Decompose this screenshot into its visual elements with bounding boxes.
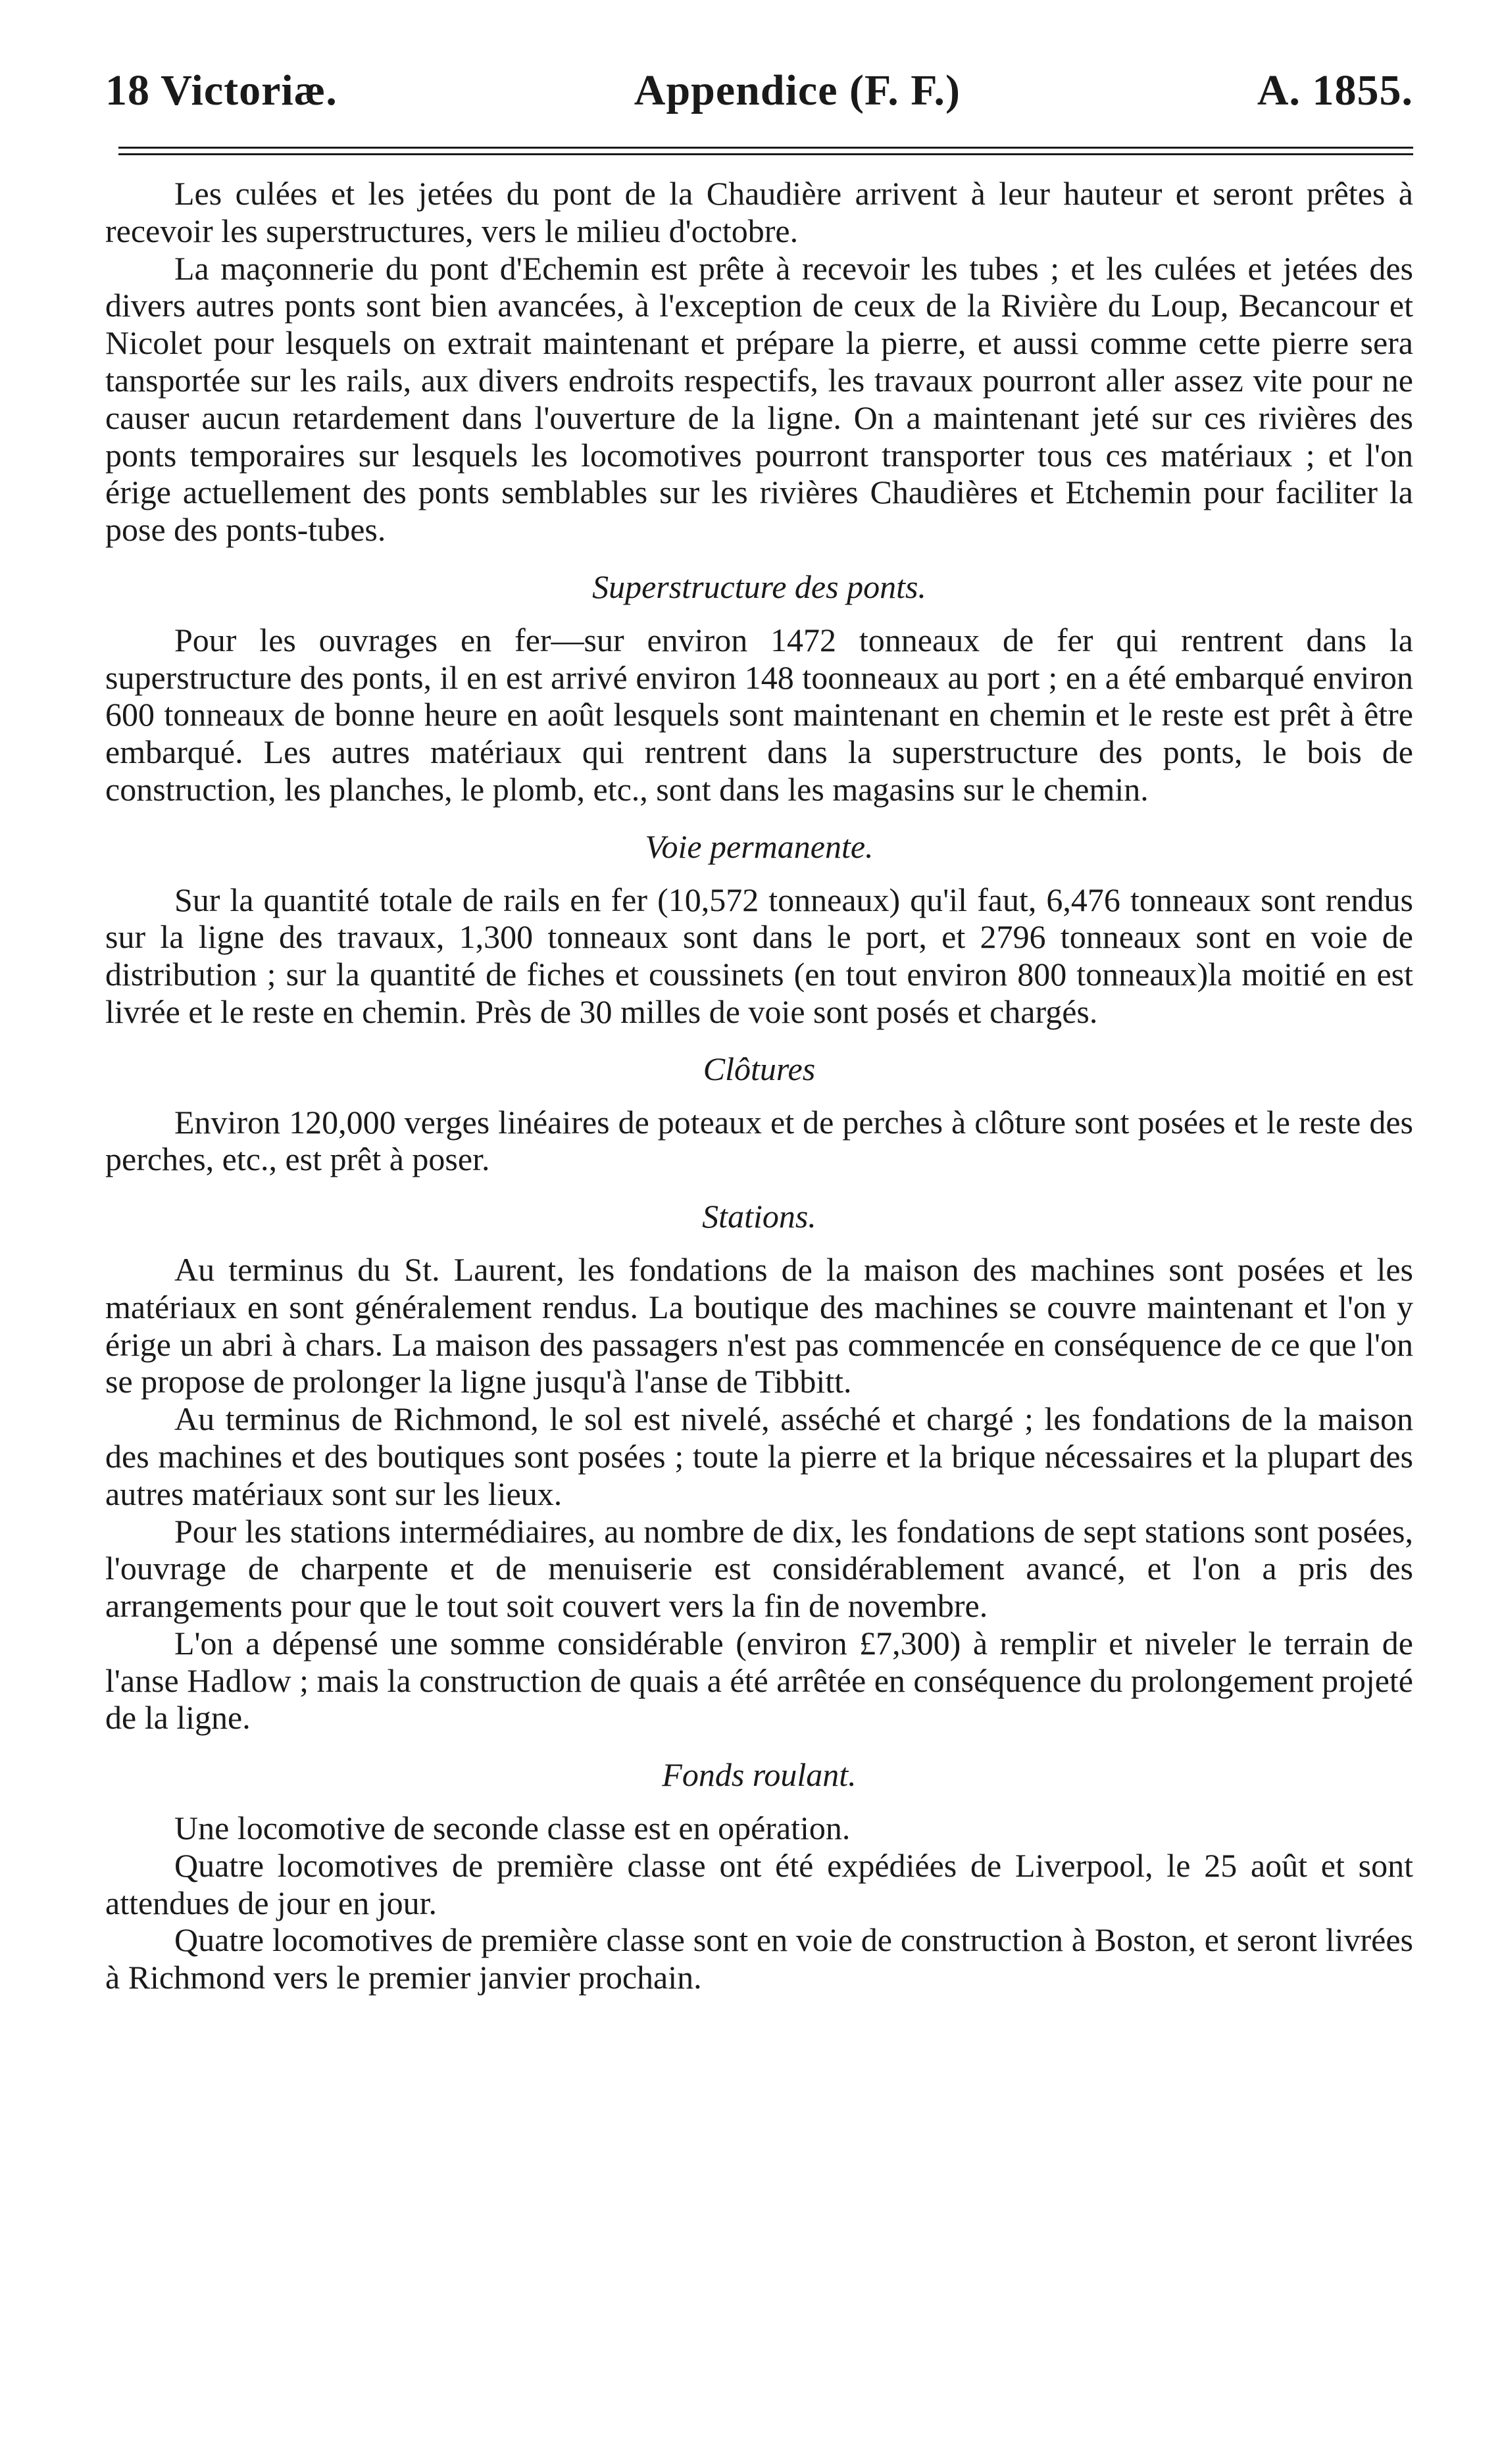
section-heading: Stations. [702, 1198, 816, 1235]
header-rule-bottom [118, 153, 1413, 155]
paragraph: Au terminus du St. Laurent, les fondations de la maison des machines sont posées et les matériaux en sont généralement rendus. La boutique des machines se couvre maintenant et l'on y érige un abri à chars. La maison des passagers n'est pas commencée en conséquence de ce que l'on se propose de prolonger la ligne jusqu'à l'anse de Tibbitt. [105, 1250, 1413, 1400]
paragraph: Les culées et les jetées du pont de la Chaudière arrivent à leur hauteur et seront prêtes à recevoir les superstructures, vers le milieu d'octobre. [105, 175, 1413, 249]
body-text [105, 175, 1413, 1996]
header-appendix: Appendice (F. F.) [634, 66, 961, 114]
section-heading: Clôtures [703, 1050, 816, 1087]
paragraph: La maçonnerie du pont d'Echemin est prête à recevoir les tubes ; et les culées et jetées des divers autres ponts sont bien avancées, à l'exception de ceux de la Rivière du Loup, Becancour et Nicolet pour lesquels on extrait maintenant et prépare la pierre, et aussi comme cette pierre sera tansportée sur les rails, aux divers endroits respectifs, les travaux pourront aller assez vite pour ne causer aucun retardement dans l'ouverture de la ligne. On a maintenant jeté sur ces rivières des ponts temporaires sur lesquels les locomotives pourront transporter tous ces matériaux ; et l'on érige actuellement des ponts semblables sur les rivières Chaudières et Etchemin pour faciliter la pose des ponts-tubes. [105, 249, 1413, 549]
section-heading: Voie permanente. [645, 827, 874, 865]
paragraph: Sur la quantité totale de rails en fer (10,572 tonneaux) qu'il faut, 6,476 tonneaux sont rendus sur la ligne des travaux, 1,300 tonneaux sont dans le port, et 2796 tonneaux sont en voie de distribution ; sur la quantité de fiches et coussinets (en tout environ 800 tonneaux)la moitié en est livrée et le reste en chemin. Près de 30 milles de voie sont posés et chargés. [105, 881, 1413, 1030]
paragraph: Environ 120,000 verges linéaires de poteaux et de perches à clôture sont posées et le reste des perches, etc., est prêt à poser. [105, 1103, 1413, 1178]
paragraph: Quatre locomotives de première classe sont en voie de construction à Boston, et seront livrées à Richmond vers le premier janvier prochain. [105, 1921, 1413, 1996]
running-head [105, 66, 1413, 128]
paragraph: Quatre locomotives de première classe ont été expédiées de Liverpool, le 25 août et sont attendues de jour en jour. [105, 1846, 1413, 1921]
paragraph: Une locomotive de seconde classe est en opération. [174, 1810, 851, 1847]
section-heading: Superstructure des ponts. [592, 568, 926, 605]
paragraph: Pour les ouvrages en fer—sur environ 1472 tonneaux de fer qui rentrent dans la superstructure des ponts, il en est arrivé environ 148 toonneaux au port ; en a été embarqué environ 600 tonneaux de bonne heure en août lesquels sont maintenant en chemin et le reste est prêt à être embarqué. Les autres matériaux qui rentrent dans la superstructure des ponts, le bois de construction, les planches, le plomb, etc., sont dans les magasins sur le chemin. [105, 621, 1413, 808]
paragraph: Au terminus de Richmond, le sol est nivelé, asséché et chargé ; les fondations de la maison des machines et des boutiques sont posées ; toute la pierre et la brique nécessaires et la plupart des autres matériaux sont sur les lieux. [105, 1400, 1413, 1512]
paragraph: L'on a dépensé une somme considérable (environ £7,300) à remplir et niveler le terrain de l'anse Hadlow ; mais la construction de quais a été arrêtée en conséquence du prolongement projeté de la ligne. [105, 1624, 1413, 1737]
header-year: A. 1855. [1257, 66, 1413, 114]
header-double-rule [118, 147, 1413, 155]
header-rule-top [118, 147, 1413, 149]
header-session: 18 Victoriæ. [105, 66, 338, 114]
section-heading: Fonds roulant. [662, 1756, 857, 1794]
paragraph: Pour les stations intermédiaires, au nombre de dix, les fondations de sept stations sont posées, l'ouvrage de charpente et de menuiserie est considérablement avancé, et l'on a pris des arrangements pour que le tout soit couvert vers la fin de novembre. [105, 1512, 1413, 1625]
